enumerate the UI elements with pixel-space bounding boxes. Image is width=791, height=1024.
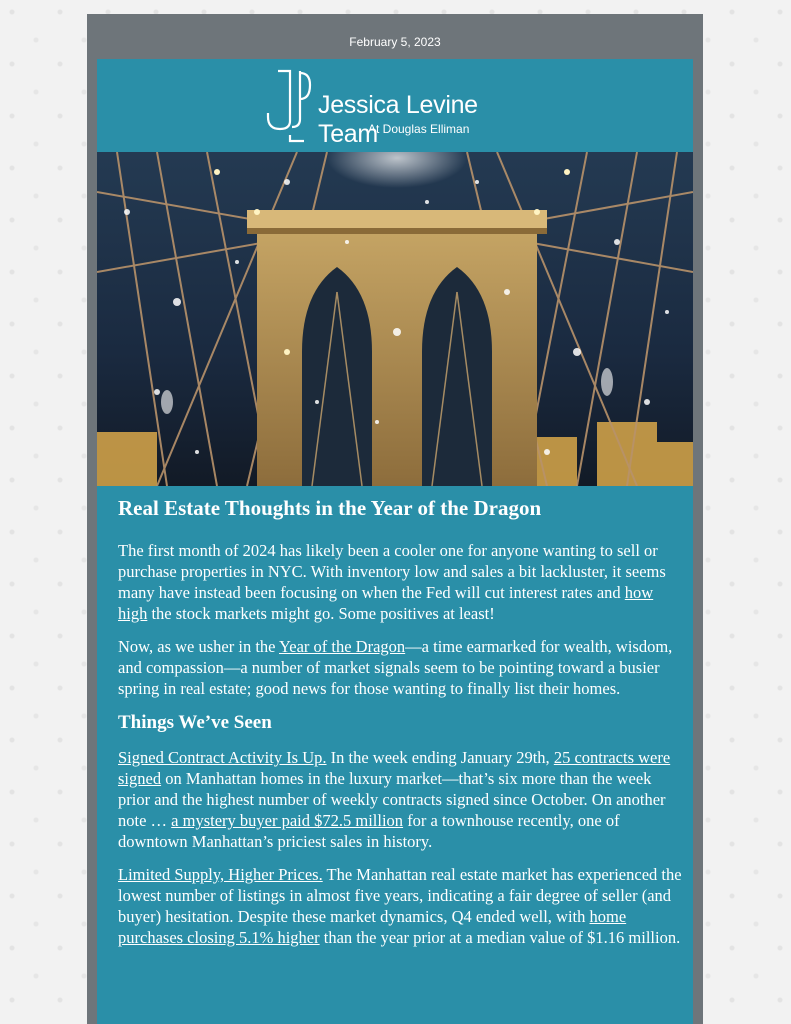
brand-logo[interactable] (264, 69, 534, 148)
contracts-text-1: In the week ending January 29th, (326, 748, 554, 767)
intro-text-2: the stock markets might go. Some positives at least! (147, 604, 495, 623)
email-body (97, 59, 693, 1024)
hero-image[interactable] (97, 152, 693, 486)
limited-supply-link[interactable]: Limited Supply, Higher Prices. (118, 865, 323, 884)
intro-paragraph (118, 540, 684, 624)
brand-name: Jessica Levine Team (318, 91, 478, 148)
article (118, 495, 684, 960)
section-title: Things We’ve Seen (118, 712, 272, 733)
monogram-logo-icon (264, 69, 314, 143)
how-high-link[interactable]: how high (118, 583, 654, 623)
brooklyn-bridge-snow-image (97, 152, 693, 486)
contracts-text-3: for a townhouse recently, one of downtown Manhattan’s priciest sales in history. (118, 811, 620, 851)
brand-subtitle: At Douglas Elliman (368, 122, 470, 136)
supply-text-1: The Manhattan real estate market has experienced the lowest number of listings in almost five years, indicating a fair degree of seller (and buyer) hesitation. Despite these market dynamics, Q4 ended well, with (118, 865, 682, 926)
dragon-text-2: —a time earmarked for wealth, wisdom, and compassion—a number of market signals seem to be pointing toward a busier spring in real estate; good news for those wanting to finally list their homes. (118, 637, 673, 698)
mystery-buyer-link[interactable]: a mystery buyer paid $72.5 million (171, 811, 404, 830)
contracts-signed-link[interactable]: 25 contracts were signed (118, 748, 671, 788)
email-frame (87, 14, 703, 1024)
email-date: February 5, 2023 (349, 35, 441, 49)
dragon-paragraph (118, 636, 684, 699)
article-title: Real Estate Thoughts in the Year of the Dragon (118, 496, 542, 520)
intro-text-1: The first month of 2024 has likely been a cooler one for anyone wanting to sell or purchase properties in NYC. With inventory low and sales a bit lackluster, it seems many have instead been focusing on when the Fed will cut interest rates and (118, 541, 666, 602)
contracts-paragraph (118, 747, 684, 852)
supply-text-2: than the year prior at a median value of $1.16 million. (319, 928, 681, 947)
dragon-text-1: Now, as we usher in the (118, 637, 279, 656)
year-of-dragon-link[interactable]: Year of the Dragon (279, 637, 406, 656)
supply-paragraph (118, 864, 684, 948)
home-purchases-link[interactable]: home purchases closing 5.1% higher (118, 907, 627, 947)
contracts-text-2: on Manhattan homes in the luxury market—that’s six more than the week prior and the highest number of weekly contracts signed since October. On another note … (118, 769, 666, 830)
signed-contract-link[interactable]: Signed Contract Activity Is Up. (118, 748, 327, 767)
